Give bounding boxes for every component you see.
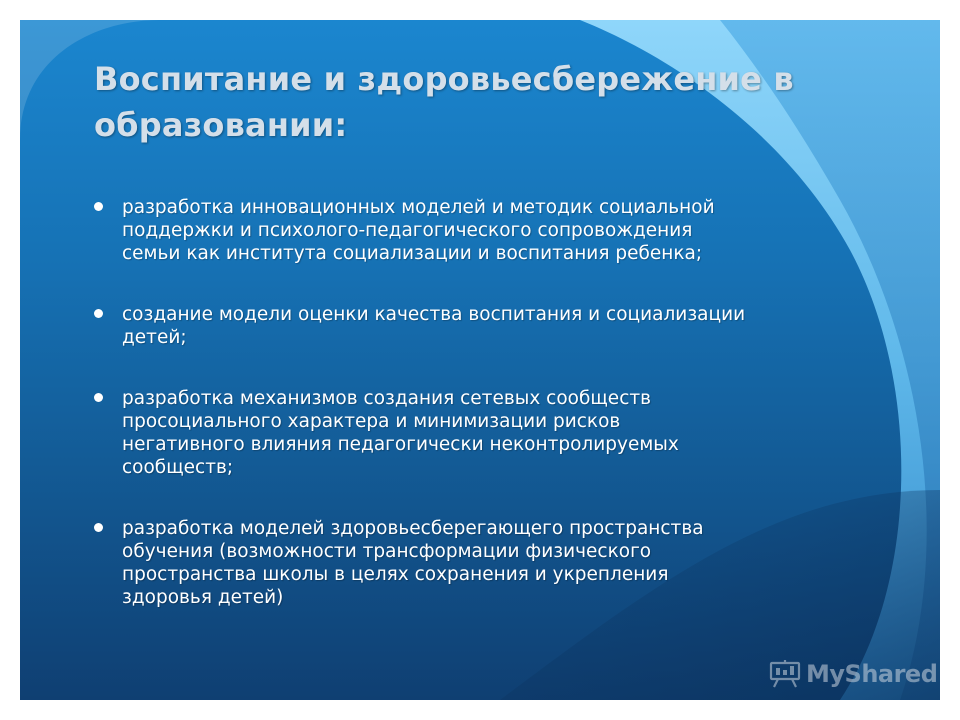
bullet-dot-icon [94, 393, 103, 402]
bullet-line: негативного влияния педагогически неконтролируемых [122, 434, 679, 455]
bullet-item [94, 517, 864, 609]
bullet-line: детей; [122, 327, 187, 348]
bullet-item [94, 387, 864, 479]
bullet-line: поддержки и психолого-педагогического сопровождения [122, 220, 693, 241]
watermark-text: MyShared [806, 660, 938, 688]
bullet-line: сообществ; [122, 457, 234, 478]
bullet-line: пространства школы в целях сохранения и укрепления [122, 564, 669, 585]
title-line-2: образовании: [94, 106, 348, 144]
bullet-line: семьи как института социализации и воспитания ребенка; [122, 243, 703, 264]
bullet-dot-icon [94, 523, 103, 532]
title-line-1: Воспитание и здоровьесбережение в [94, 60, 794, 98]
bullet-list [94, 196, 864, 647]
bullet-line: обучения (возможности трансформации физического [122, 541, 652, 562]
watermark [768, 660, 937, 688]
presentation-board-icon [768, 660, 802, 688]
bullet-line: разработка моделей здоровьесберегающего пространства [122, 518, 704, 539]
bullet-line: разработка инновационных моделей и методик социальной [122, 197, 715, 218]
bullet-line: создание модели оценки качества воспитания и социализации [122, 304, 746, 325]
slide [20, 20, 940, 700]
bullet-line: разработка механизмов создания сетевых сообществ [122, 388, 652, 409]
slide-title [94, 56, 854, 148]
bullet-dot-icon [94, 202, 103, 211]
bullet-item [94, 196, 864, 265]
bullet-item [94, 303, 864, 349]
bullet-line: здоровья детей) [122, 587, 284, 608]
bullet-dot-icon [94, 309, 103, 318]
bullet-line: просоциального характера и минимизации рисков [122, 411, 621, 432]
